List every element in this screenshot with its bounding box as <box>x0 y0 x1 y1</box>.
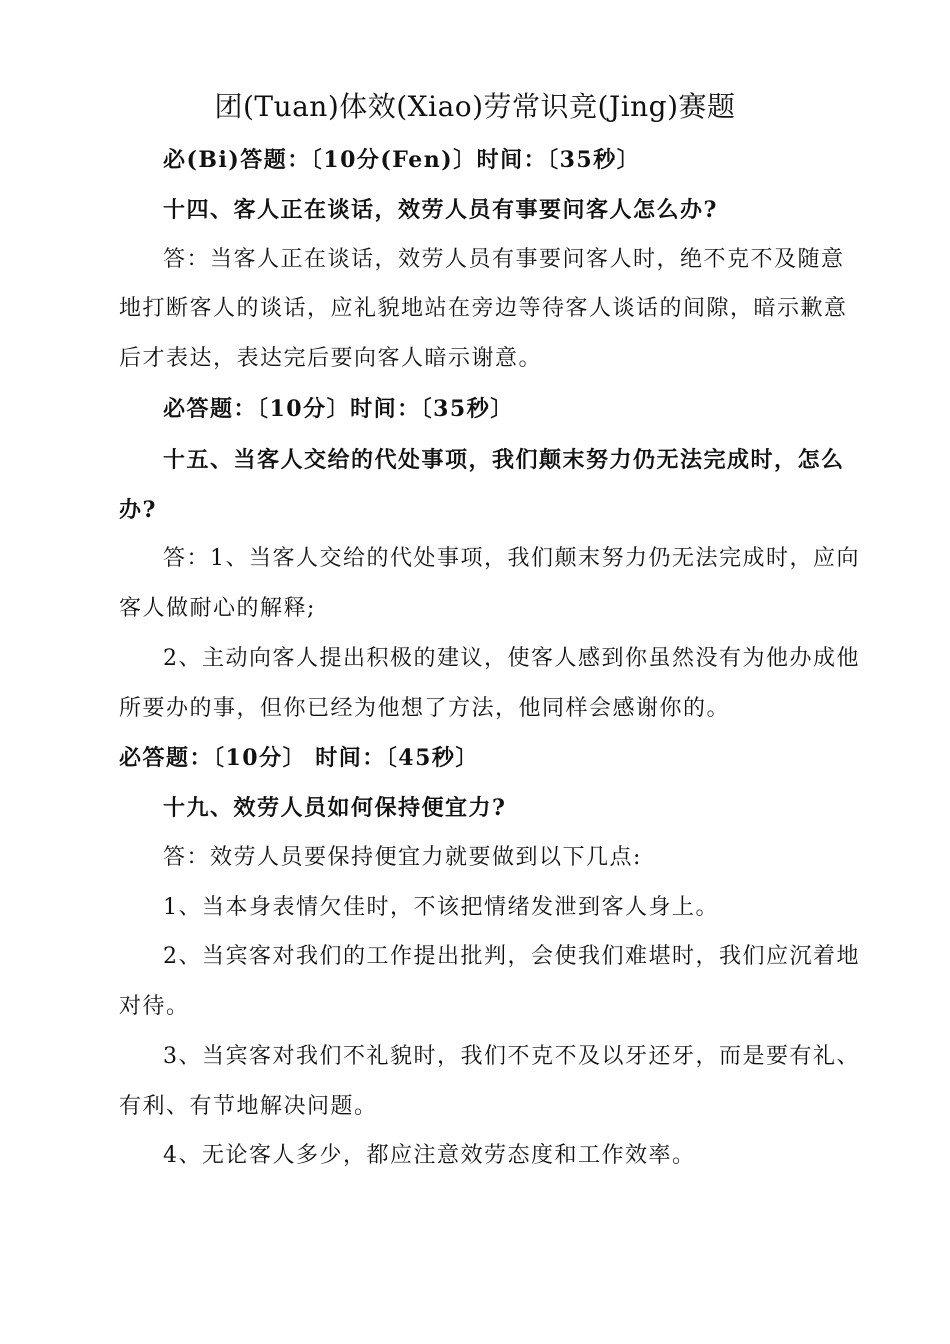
section-header-2: 必答题：〔10分〕时间：〔35秒〕 <box>163 396 514 422</box>
answer-19-point-2-line-1: 2、当宾客对我们的工作提出批判，会使我们难堪时，我们应沉着地 <box>163 944 860 969</box>
answer-14-line-3: 后才表达，表达完后要向客人暗示谢意。 <box>119 346 543 371</box>
answer-15-line-2: 客人做耐心的解释; <box>119 596 316 621</box>
answer-19-intro: 答：效劳人员要保持便宜力就要做到以下几点: <box>163 845 642 870</box>
answer-14-line-1: 答：当客人正在谈话，效劳人员有事要问客人时，绝不克不及随意 <box>163 247 845 272</box>
question-14: 十四、客人正在谈话，效劳人员有事要问客人怎么办? <box>163 197 718 223</box>
section-header-3: 必答题：〔10分〕 时间：〔45秒〕 <box>119 745 479 771</box>
page-title: 团(Tuan)体效(Xiao)劳常识竞(Jing)赛题 <box>214 90 736 123</box>
answer-19-point-1: 1、当本身表情欠佳时，不该把情绪发泄到客人身上。 <box>163 895 719 920</box>
answer-14-line-2: 地打断客人的谈话，应礼貌地站在旁边等待客人谈话的间隙，暗示歉意 <box>119 296 848 321</box>
answer-15-line-4: 所要办的事，但你已经为他想了方法，他同样会感谢你的。 <box>119 696 731 721</box>
answer-15-line-1: 答：1、当客人交给的代处事项，我们颠末努力仍无法完成时，应向 <box>163 546 860 571</box>
question-15-line-1: 十五、当客人交给的代处事项，我们颠末努力仍无法完成时，怎么 <box>163 447 845 473</box>
answer-15-line-3: 2、主动向客人提出积极的建议，使客人感到你虽然没有为他办成他 <box>163 646 860 671</box>
question-15-line-2: 办? <box>119 497 157 523</box>
answer-19-point-3-line-2: 有利、有节地解决问题。 <box>119 1094 378 1119</box>
answer-19-point-3-line-1: 3、当宾客对我们不礼貌时，我们不克不及以牙还牙，而是要有礼、 <box>163 1044 860 1069</box>
answer-19-point-2-line-2: 对待。 <box>119 994 190 1019</box>
answer-19-point-4: 4、无论客人多少，都应注意效劳态度和工作效率。 <box>163 1143 696 1168</box>
question-19: 十九、效劳人员如何保持便宜力? <box>163 795 507 821</box>
section-header-1: 必(Bi)答题：〔10分(Fen)〕时间：〔35秒〕 <box>163 147 641 173</box>
